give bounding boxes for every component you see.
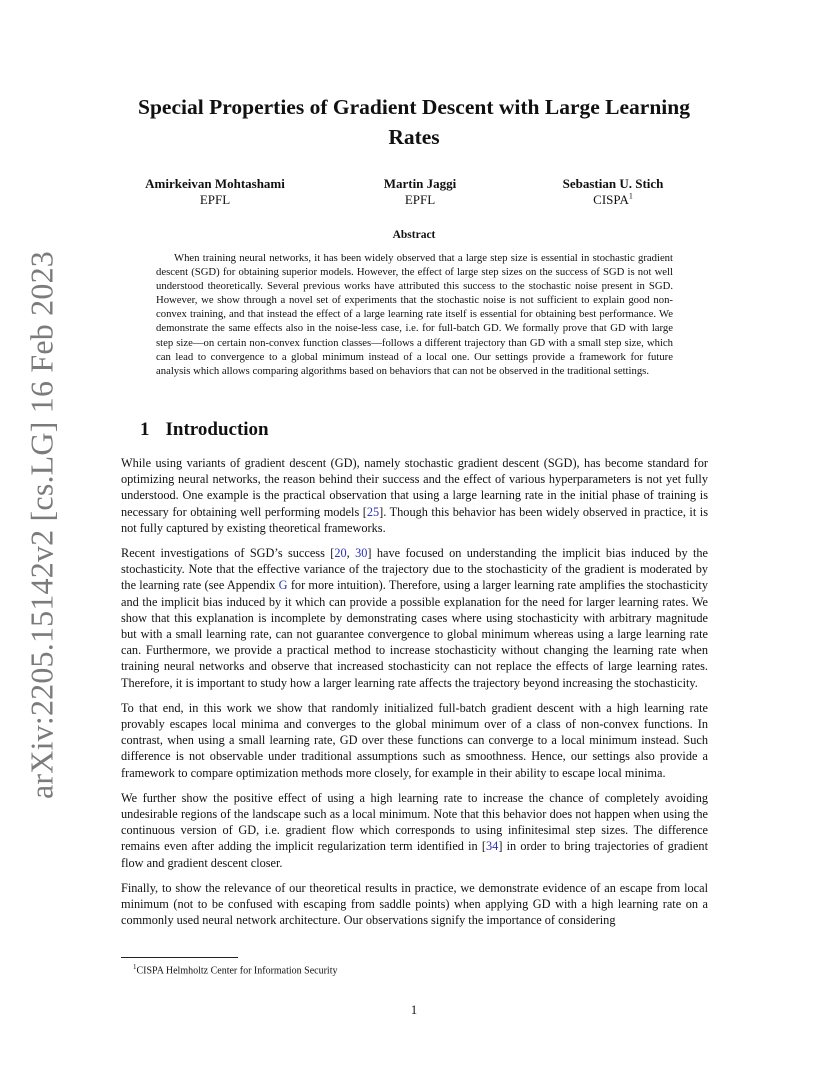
page-number: 1	[410, 1003, 418, 1017]
author-1	[120, 176, 310, 208]
author-affiliation: EPFL	[404, 192, 436, 207]
abstract-text: When training neural networks, it has been widely observed that a large step size is essential in stochastic gradient descent (SGD) for obtaining superior models. However, the effect of large step sizes on the success of SGD is not well understood theoretically. Several previous works have attributed this success to the stochastic noise present in SGD. However, we show through a novel set of experiments that the stochastic noise is not sufficient to explain good non-convex training, and that instead the effect of a large learning rate itself is essential for obtaining best performance. We demonstrate the same effects also in the noise-less case, i.e. for full-batch GD. We formally prove that GD with large step size—on certain non-convex function classes—follows a different trajectory than GD with a small step size, which can lead to convergence to a global minimum instead of a local one. Our settings provide a framework for future analysis which allows comparing algorithms based on behaviors that can not be observed in the traditional settings.	[156, 252, 673, 377]
author-2	[345, 176, 495, 208]
section-number: 1	[140, 419, 150, 440]
footnote-rule	[121, 957, 238, 958]
arxiv-identifier: arXiv:2205.15142v2 [cs.LG] 16 Feb 2023	[23, 251, 60, 799]
footnote-mark: 1	[133, 963, 137, 971]
paragraph	[121, 880, 708, 929]
footnote	[121, 961, 708, 977]
paragraph-text: Finally, to show the relevance of our theoretical results in practice, we demonstrate evidence of an escape from local minimum (not to be confused with escaping from saddle points) when applying GD with a high learning rate on a commonly used neural network architecture. Our observations signify the importance of considering	[121, 880, 708, 928]
paragraph	[121, 545, 708, 691]
paragraph-text: Recent investigations of SGD’s success [	[121, 546, 335, 561]
citation-link[interactable]: 20	[334, 546, 347, 561]
paper-title: Special Properties of Gradient Descent with Large Learning Rates	[138, 95, 690, 149]
author-name: Martin Jaggi	[383, 176, 457, 191]
author-name: Sebastian U. Stich	[562, 176, 664, 191]
paragraph-text: ,	[346, 546, 356, 561]
paragraph-text: ] in order to bring trajectories of gradient flow and gradient descent closer.	[121, 839, 708, 870]
citation-link[interactable]: 34	[486, 839, 499, 854]
citation-link[interactable]: 25	[366, 504, 380, 519]
paragraph-text: ] have focused on understanding the implicit bias induced by the stochasticity. Note that the effective variance of the trajectory due to the stochasticity of the gradient is moderated by the learning rate (see Appendix	[121, 546, 709, 593]
arxiv-side-stamp	[10, 0, 74, 1072]
paragraph-text: for more intuition). Therefore, using a larger learning rate amplifies the stochasticity and the implicit bias induced by it which can provide a possible explanation for the need for larger learning rates. We show that this explanation is incomplete by demonstrating cases where using stochasticity with arbitrary magnitude but with a small learning rate, can not guarantee convergence to global minimum whereas using a large learning rate can. Furthermore, we provide a practical method to increase stochasticity without changing the learning rate when training neural networks and observe that increased stochasticity can not replace the effects of large learning rates. Therefore, it is important to study how a larger learning rate affects the trajectory beyond increasing the stochasticity.	[121, 578, 708, 690]
paragraph	[121, 455, 708, 536]
abstract-heading: Abstract	[392, 229, 436, 241]
author-3	[518, 176, 708, 208]
citation-link[interactable]: 30	[355, 546, 368, 561]
footnote-mark: 1	[628, 191, 633, 201]
paragraph-text: To that end, in this work we show that randomly initialized full-batch gradient descent with a high learning rate provably escapes local minima and converges to the global minimum over of a class of non-convex functions. In contrast, when using a small learning rate, GD over these functions can converge to a local minimum instead. Such difference is not observable under traditional assumptions such as smoothness. Hence, our settings also provide a framework to compare optimization methods more closely, for example in their ability to escape local minima.	[121, 700, 708, 780]
author-name: Amirkeivan Mohtashami	[145, 176, 285, 191]
paragraph-text: We further show the positive effect of using a high learning rate to increase the chance of completely avoiding undesirable regions of the landscape such as a local minimum. Note that this behavior does not happen when using the continuous version of GD, i.e. gradient flow which corresponds to using infinitesimal step sizes. The difference remains even after adding the implicit regularization term identified in [	[121, 790, 708, 854]
citation-link[interactable]: G	[278, 578, 288, 593]
author-affiliation: EPFL	[199, 192, 231, 207]
body-text	[121, 455, 708, 937]
section-heading	[140, 419, 269, 441]
section-title: Introduction	[165, 419, 269, 440]
footnote-text: CISPA Helmholtz Center for Information Security	[136, 965, 338, 977]
paragraph-text: ]. Though this behavior has been widely observed in practice, it is not fully captured by existing theoretical frameworks.	[121, 504, 708, 535]
paragraph	[121, 700, 708, 781]
paragraph-text: While using variants of gradient descent (GD), namely stochastic gradient descent (SGD), has become standard for optimizing neural networks, the reason behind their success and the effect of various hyperparameters is not yet fully understood. One example is the practical observation that using a large learning rate in the initial phase of training is necessary for obtaining well performing models [	[121, 456, 708, 519]
author-affiliation: CISPA$^1$	[593, 191, 633, 207]
paragraph	[121, 790, 708, 871]
